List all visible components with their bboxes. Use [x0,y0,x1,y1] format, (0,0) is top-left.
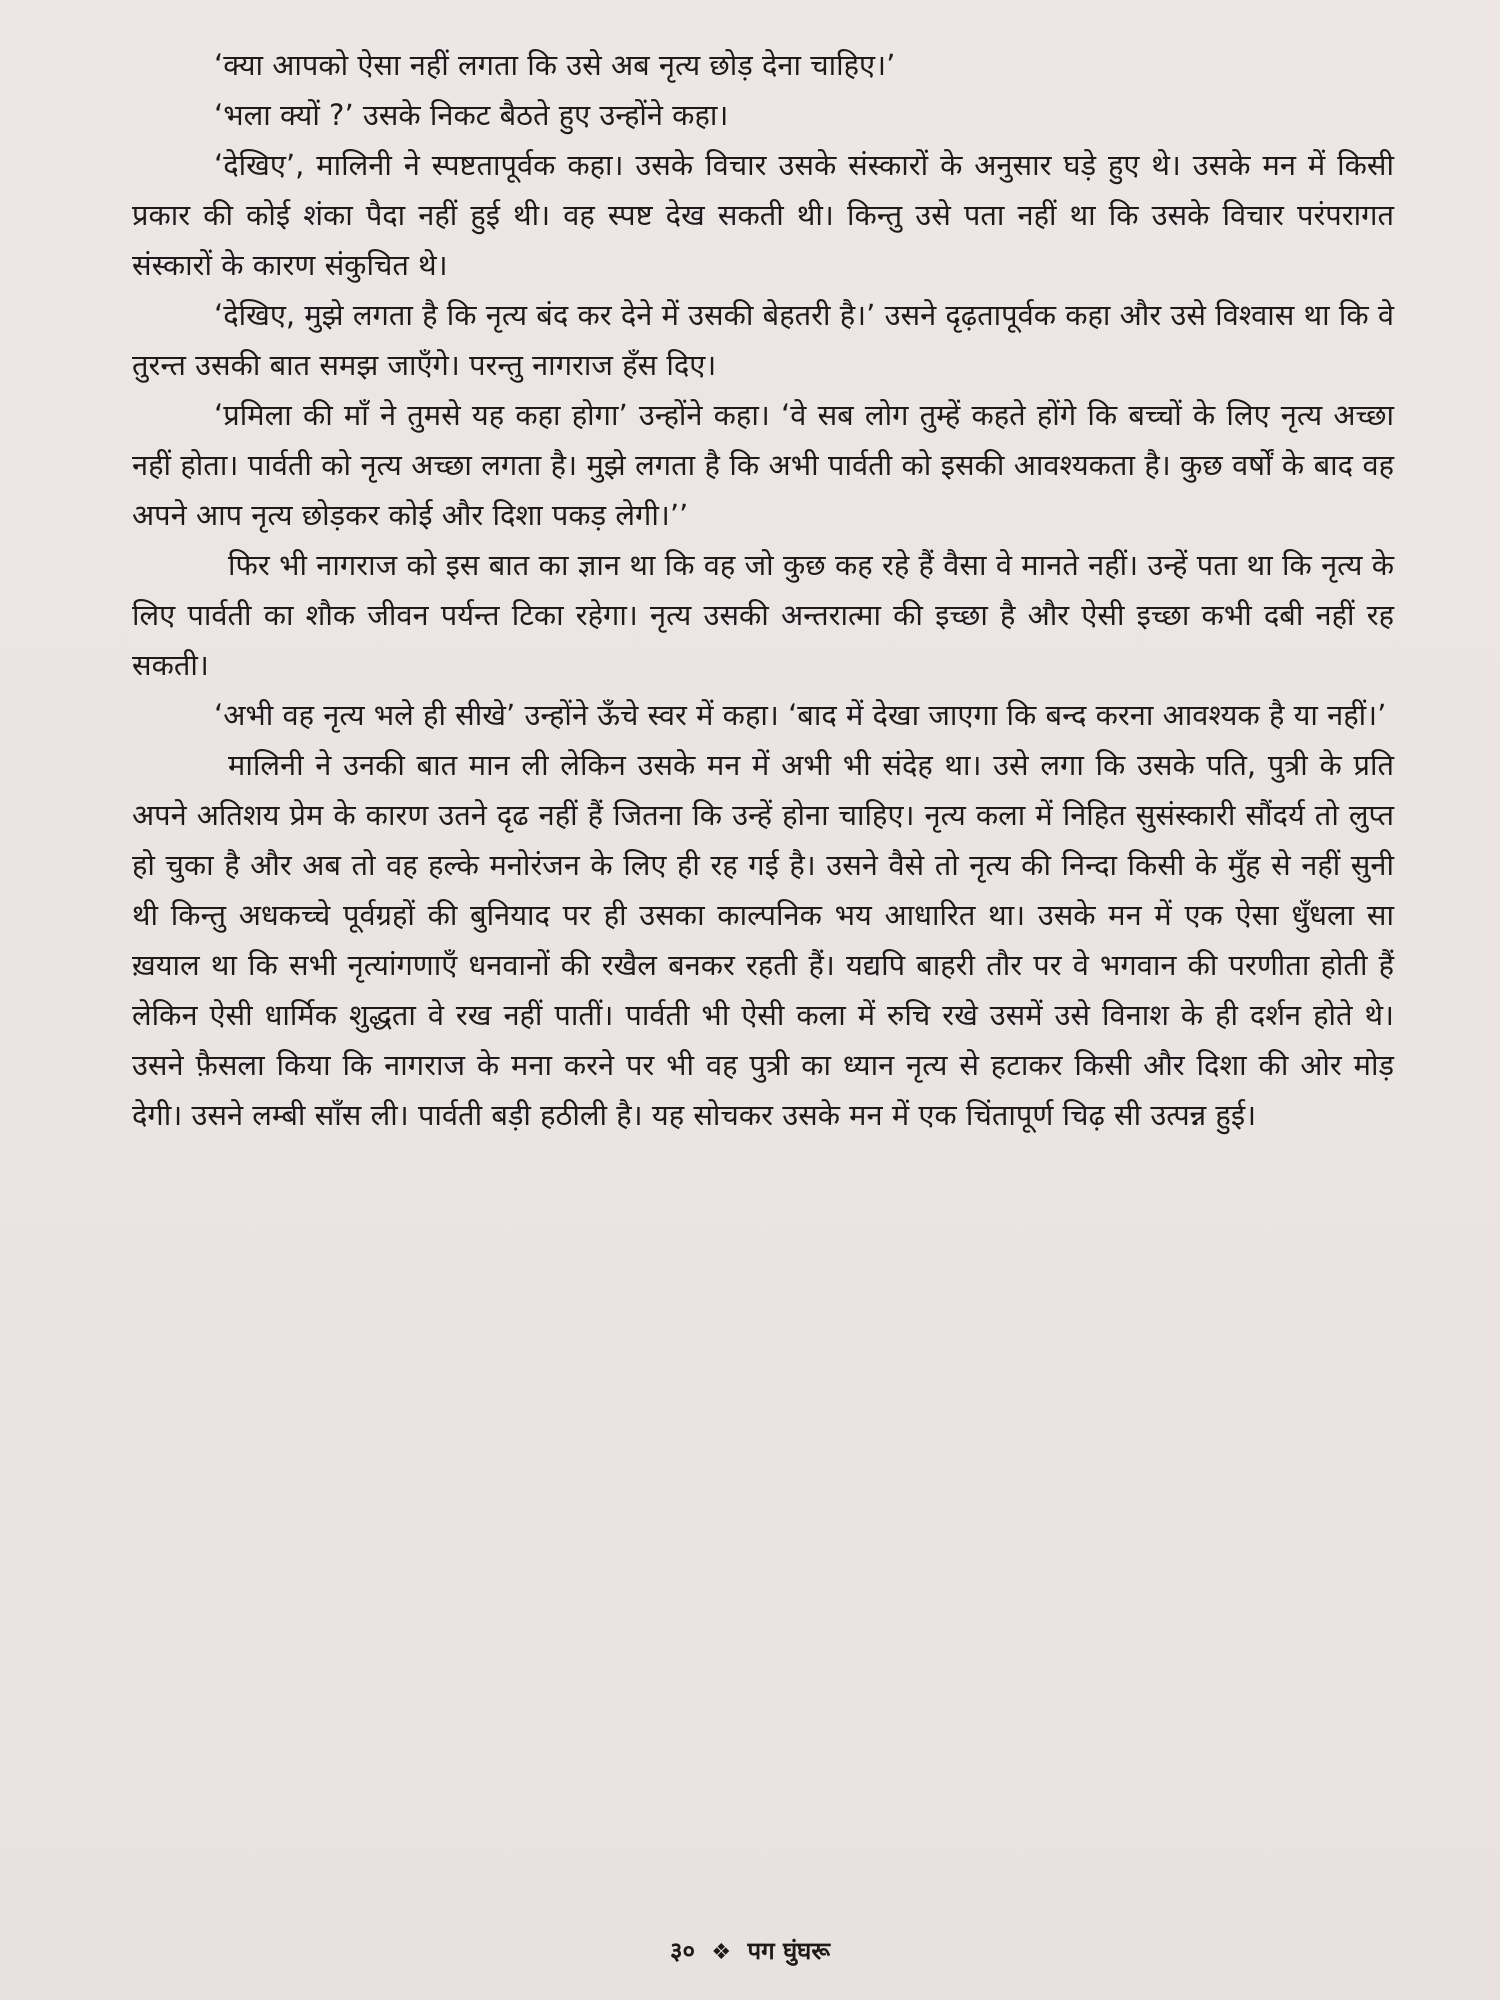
paragraph: ‘देखिए, मुझे लगता है कि नृत्य बंद कर देने में उसकी बेहतरी है।’ उसने दृढ़तापूर्वक कहा और उसे विश्वास था कि वे तुरन्त उसकी बात समझ जाएँगे। परन्तु नागराज हँस दिए। [132,298,1394,382]
paragraph: ‘देखिए’, मालिनी ने स्पष्टतापूर्वक कहा। उसके विचार उसके संस्कारों के अनुसार घड़े हुए थे। उसके मन में किसी प्रकार की कोई शंका पैदा नहीं हुई थी। वह स्पष्ट देख सकती थी। किन्तु उसे पता नहीं था कि उसके विचार परंपरागत संस्कारों के कारण संकुचित थे। [132,148,1394,282]
paragraph: ‘अभी वह नृत्य भले ही सीखे’ उन्होंने ऊँचे स्वर में कहा। ‘बाद में देखा जाएगा कि बन्द करना आवश्यक है या नहीं।’ [214,698,1387,732]
body-text [132,40,1394,1140]
book-title: पग घुंघरू [747,1937,830,1965]
page-number: ३० [670,1937,695,1965]
paragraph: ‘भला क्यों ?’ उसके निकट बैठते हुए उन्होंने कहा। [214,98,729,132]
paragraph: फिर भी नागराज को इस बात का ज्ञान था कि वह जो कुछ कह रहे हैं वैसा वे मानते नहीं। उन्हें पता था कि नृत्य के लिए पार्वती का शौक जीवन पर्यन्त टिका रहेगा। नृत्य उसकी अन्तरात्मा की इच्छा है और ऐसी इच्छा कभी दबी नहीं रह सकती। [132,548,1394,682]
paragraph: ‘प्रमिला की माँ ने तुमसे यह कहा होगा’ उन्होंने कहा। ‘वे सब लोग तुम्हें कहते होंगे कि बच्चों के लिए नृत्य अच्छा नहीं होता। पार्वती को नृत्य अच्छा लगता है। मुझे लगता है कि अभी पार्वती को इसकी आवश्यकता है। कुछ वर्षों के बाद वह अपने आप नृत्य छोड़कर कोई और दिशा पकड़ लेगी।’’ [132,398,1394,532]
page-footer [0,1934,1500,1967]
ornament-icon: ❖ [711,1940,732,1965]
paragraph: मालिनी ने उनकी बात मान ली लेकिन उसके मन में अभी भी संदेह था। उसे लगा कि उसके पति, पुत्री के प्रति अपने अतिशय प्रेम के कारण उतने दृढ नहीं हैं जितना कि उन्हें होना चाहिए। नृत्य कला में निहित सुसंस्कारी सौंदर्य तो लुप्त हो चुका है और अब तो वह हल्के मनोरंजन के लिए ही रह गई है। उसने वैसे तो नृत्य की निन्दा किसी के मुँह से नहीं सुनी थी किन्तु अधकच्चे पूर्वग्रहों की बुनियाद पर ही उसका काल्पनिक भय आधारित था। उसके मन में एक ऐसा धुँधला सा ख़याल था कि सभी नृत्यांगणाएँ धनवानों की रखैल बनकर रहती हैं। यद्यपि बाहरी तौर पर वे भगवान की परणीता होती हैं लेकिन ऐसी धार्मिक शुद्धता वे रख नहीं पातीं। पार्वती भी ऐसी कला में रुचि रखे उसमें उसे विनाश के ही दर्शन होते थे। उसने फ़ैसला किया कि नागराज के मना करने पर भी वह पुत्री का ध्यान नृत्य से हटाकर किसी और दिशा की ओर मोड़ देगी। उसने लम्बी साँस ली। पार्वती बड़ी हठीली है। यह सोचकर उसके मन में एक चिंतापूर्ण चिढ़ सी उत्पन्न हुई। [132,748,1394,1132]
paragraph: ‘क्या आपको ऐसा नहीं लगता कि उसे अब नृत्य छोड़ देना चाहिए।’ [214,48,896,82]
